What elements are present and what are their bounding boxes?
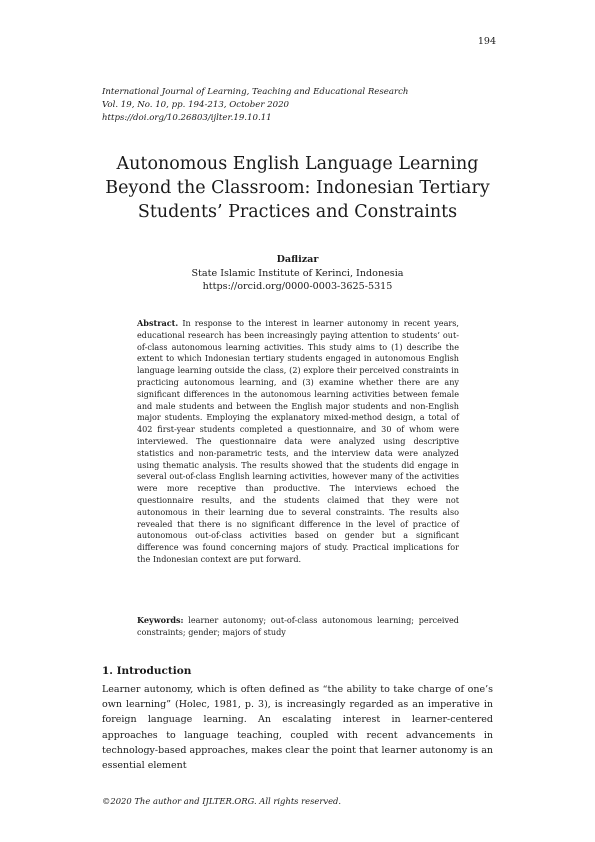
introduction-paragraph: Learner autonomy, which is often defined as “the ability to take charge of one’s own learning” (Holec, 1981, p. 3), is increasingly regarded as an imperative in foreign language learning. An escalating interest in learner-centered approaches to language teaching, coupled with recent advancements in technology-based approaches, makes clear the point that learner autonomy is an essential element [102,684,493,772]
author-name: Daflizar [276,254,319,265]
journal-header [102,86,502,125]
section-heading: 1. Introduction [102,665,192,677]
title-line: Students’ Practices and Constraints [137,202,458,222]
journal-doi-link[interactable]: https://doi.org/10.26803/ijlter.19.10.11 [102,113,272,123]
keywords-text: learner autonomy; out-of-class autonomous learning; perceived constraints; gender; majors of study [137,615,459,637]
paper-title [80,152,515,224]
title-line: Autonomous English Language Learning [116,154,479,174]
keywords-label: Keywords: [137,615,184,625]
abstract-label: Abstract. [137,318,179,328]
abstract-text: In response to the interest in learner autonomy in recent years, educational research has been increasingly paying attention to students’ out-of-class autonomous learning activities. This study aims to (1) describe the extent to which Indonesian tertiary students engaged in autonomous English language learning outside the class, (2) explore their perceived constraints in practicing autonomous learning, and (3) examine whether there are any significant differences in the autonomous learning activities between female and male students and between the English major students and non-English major students. Employing the explanatory mixed-method design, a total of 402 first-year students completed a questionnaire, and 30 of whom were interviewed. The questionnaire data were analyzed using descriptive statistics and non-parametric tests, and the interview data were analyzed using thematic analysis. The results showed that the students did engage in several out-of-class English learning activities, however many of the activities were more receptive than productive. The interviews echoed the questionnaire results, and the students claimed that they were not autonomous in their learning due to several constraints. The results also revealed that there is no significant difference in the level of practice of autonomous out-of-class activities based on gender but a significant difference was found concerning majors of study. Practical implications for the Indonesian context are put forward. [137,318,459,564]
journal-volume-info: Vol. 19, No. 10, pp. 194-213, October 2020 [102,100,290,110]
author-orcid-link[interactable]: https://orcid.org/0000-0003-3625-5315 [202,281,393,292]
author-block [102,253,493,294]
journal-name: International Journal of Learning, Teaching and Educational Research [102,87,409,97]
page-number: 194 [477,36,496,47]
author-affiliation: State Islamic Institute of Kerinci, Indonesia [191,267,404,279]
copyright-footer: ©2020 The author and IJLTER.ORG. All rights reserved. [102,796,342,806]
keywords [137,614,459,638]
abstract [137,318,459,566]
title-line: Beyond the Classroom: Indonesian Tertiary [105,178,490,198]
